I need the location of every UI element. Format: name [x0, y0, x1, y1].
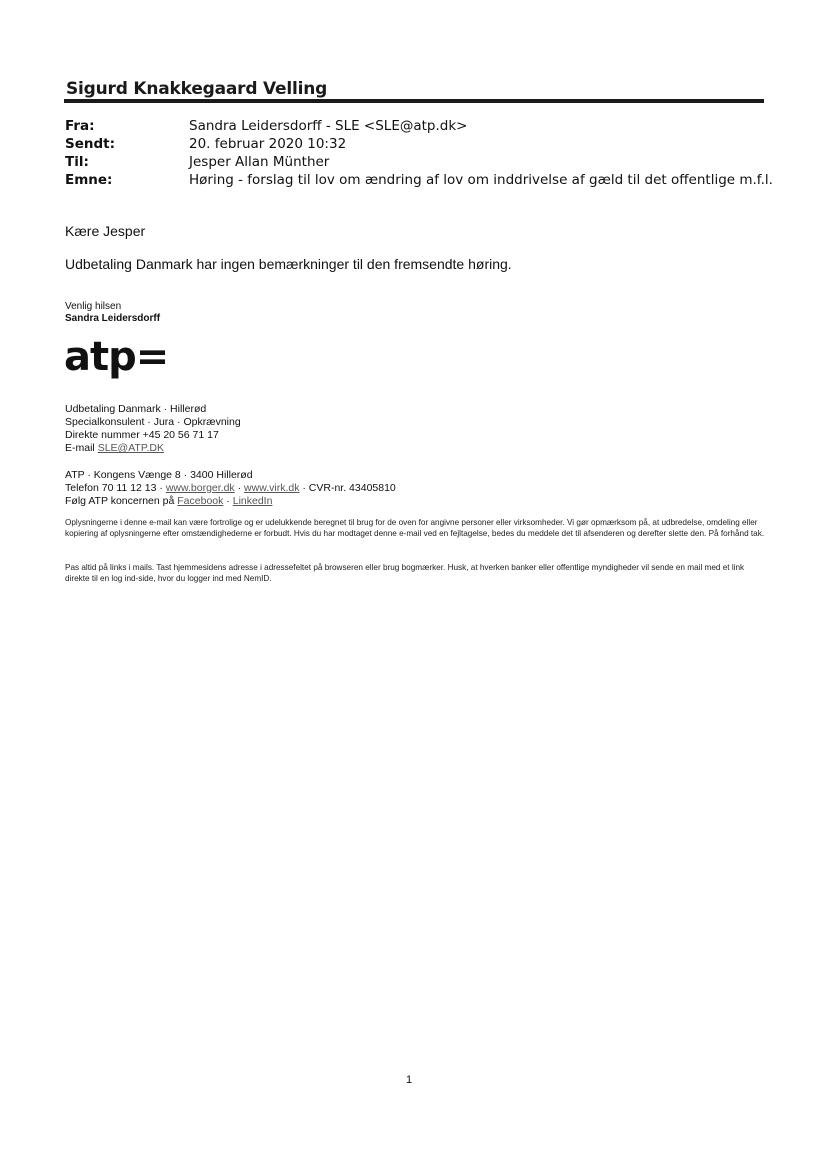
atp-logo-icon	[62, 334, 172, 386]
contact-address: ATP · Kongens Vænge 8 · 3400 Hillerød	[65, 469, 253, 481]
contact-org: Udbetaling Danmark · Hillerød	[65, 403, 207, 415]
header-rule	[64, 99, 764, 103]
link-linkedin[interactable]: LinkedIn	[232, 495, 273, 507]
link-borger[interactable]: www.borger.dk	[165, 482, 235, 494]
body-text: Udbetaling Danmark har ingen bemærkninger til den fremsendte høring.	[65, 256, 512, 272]
email-label: E-mail	[65, 442, 95, 454]
subject-label: Emne:	[65, 172, 113, 188]
document-owner-name: Sigurd Knakkegaard Velling	[66, 79, 328, 99]
disclaimer-phishing: Pas altid på links i mails. Tast hjemmesidens adresse i adressefeltet på browseren eller brug bogmærker. Husk, at hverken banker eller offentlige myndigheder vil sende en mail med et link direkte til en log ind-side, hvor du logger ind med NemID.	[65, 563, 745, 583]
sent-label: Sendt:	[65, 136, 116, 152]
to-value: Jesper Allan Münther	[189, 154, 330, 170]
page-number: 1	[406, 1074, 413, 1086]
link-separator: ·	[223, 495, 233, 507]
greeting: Kære Jesper	[65, 223, 146, 239]
closing: Venlig hilsen	[65, 301, 122, 312]
logo-text: atp=	[64, 334, 169, 380]
contact-follow-row	[65, 495, 272, 507]
subject-value: Høring - forslag til lov om ændring af lov om inddrivelse af gæld til det offentlige m.f.l.	[189, 172, 773, 188]
atp-logo	[62, 334, 172, 391]
link-facebook[interactable]: Facebook	[177, 495, 224, 507]
contact-phone: Direkte nummer +45 20 56 71 17	[65, 429, 219, 441]
email-link[interactable]: SLE@ATP.DK	[97, 442, 164, 454]
link-separator: ·	[234, 482, 245, 494]
contact-email-row	[65, 442, 164, 454]
tel-prefix: Telefon 70 11 12 13 ·	[65, 482, 163, 494]
disclaimer-confidentiality: Oplysningerne i denne e-mail kan være fortrolige og er udelukkende beregnet til brug for de oven for angivne personer eller virksomheder. Vi gør opmærksom på, at udbredelse, omdeling eller kopiering af oplysningerne efter omstændighederne er forbudt. Hvis du har modtaget denne e-mail ved en fejltagelse, bedes du meddele det til afsenderen og derefter slette den. På forhånd tak.	[65, 518, 765, 538]
follow-prefix: Følg ATP koncernen på	[65, 495, 175, 507]
link-virk[interactable]: www.virk.dk	[244, 482, 300, 494]
sent-value: 20. februar 2020 10:32	[189, 136, 347, 152]
from-label: Fra:	[65, 118, 95, 134]
contact-role: Specialkonsulent · Jura · Opkrævning	[65, 416, 241, 428]
cvr-number: · CVR-nr. 43405810	[299, 482, 396, 494]
signer-name: Sandra Leidersdorff	[65, 313, 161, 324]
contact-links-row	[65, 482, 396, 494]
from-value: Sandra Leidersdorff - SLE <SLE@atp.dk>	[189, 118, 468, 134]
to-label: Til:	[65, 154, 89, 170]
